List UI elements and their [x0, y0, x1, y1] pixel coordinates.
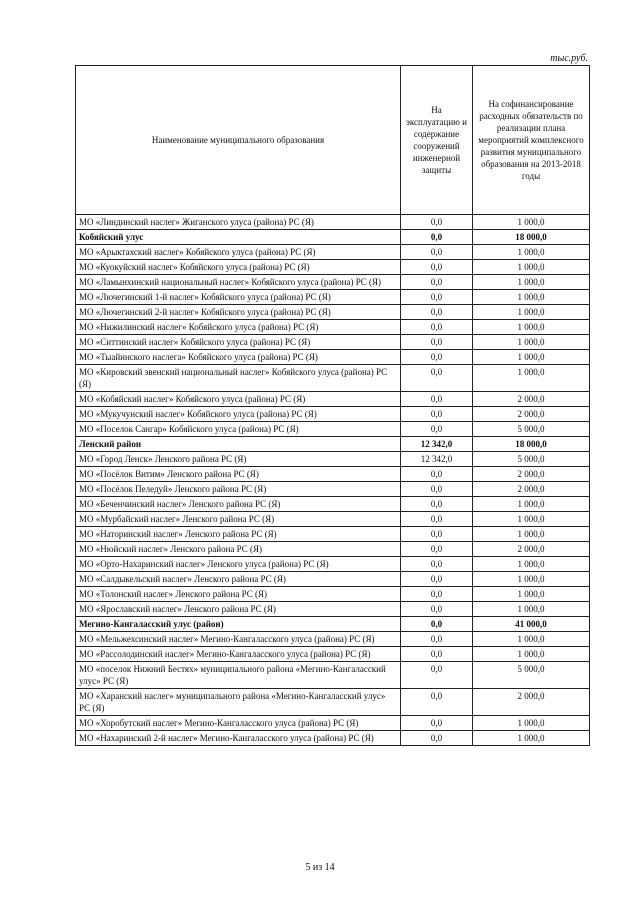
- table-body: [76, 215, 590, 746]
- table-row: [76, 512, 590, 527]
- table-row: [76, 275, 590, 290]
- row-name-cell: Мегино-Кангаласский улус (район): [76, 617, 401, 632]
- table-row: [76, 572, 590, 587]
- row-col1-cell: 0,0: [401, 245, 473, 260]
- table-group-row: [76, 230, 590, 245]
- row-col2-cell: 2 000,0: [473, 392, 590, 407]
- header-col1: На эксплуатацию и содержание сооружений инженерной защиты: [401, 66, 473, 215]
- row-name-cell: МО «Нюйский наслег» Ленского района РС (Я): [76, 542, 401, 557]
- row-col2-cell: 5 000,0: [473, 662, 590, 689]
- row-col1-cell: 0,0: [401, 689, 473, 716]
- row-name-cell: МО «Мукучунский наслег» Кобяйского улуса (района) РС (Я): [76, 407, 401, 422]
- row-name-cell: МО «Куокуйский наслег» Кобяйского улуса (района) РС (Я): [76, 260, 401, 275]
- row-col1-cell: 0,0: [401, 392, 473, 407]
- row-col1-cell: 0,0: [401, 617, 473, 632]
- row-name-cell: МО «Посёлок Пеледуй» Ленского района РС (Я): [76, 482, 401, 497]
- row-col2-cell: 2 000,0: [473, 467, 590, 482]
- row-col1-cell: 0,0: [401, 320, 473, 335]
- row-col1-cell: 0,0: [401, 407, 473, 422]
- row-col1-cell: 0,0: [401, 602, 473, 617]
- row-col2-cell: 1 000,0: [473, 275, 590, 290]
- row-col2-cell: 1 000,0: [473, 527, 590, 542]
- row-name-cell: МО «Ламынхинский национальный наслег» Кобяйского улуса (района) РС (Я): [76, 275, 401, 290]
- table-row: [76, 632, 590, 647]
- row-name-cell: МО «Кировский эвенский национальный наслег» Кобяйского улуса (района) РС (Я): [76, 365, 401, 392]
- row-name-cell: МО «Харанский наслег» муниципального района «Мегино-Кангаласский улус» РС (Я): [76, 689, 401, 716]
- row-col2-cell: 41 000,0: [473, 617, 590, 632]
- row-col1-cell: 0,0: [401, 587, 473, 602]
- row-col1-cell: 0,0: [401, 572, 473, 587]
- row-col2-cell: 1 000,0: [473, 215, 590, 230]
- row-name-cell: МО «Кобяйский наслег» Кобяйского улуса (района) РС (Я): [76, 392, 401, 407]
- header-col2: На софинансирование расходных обязательств по реализации плана мероприятий комплексного развития муниципального образования на 2013-2018 годы: [473, 66, 590, 215]
- row-col2-cell: 2 000,0: [473, 482, 590, 497]
- table-row: [76, 290, 590, 305]
- row-col2-cell: 1 000,0: [473, 731, 590, 746]
- table-row: [76, 689, 590, 716]
- row-name-cell: МО «Лючегинский 1-й наслег» Кобяйского улуса (района) РС (Я): [76, 290, 401, 305]
- row-col1-cell: 0,0: [401, 527, 473, 542]
- row-col1-cell: 0,0: [401, 335, 473, 350]
- row-name-cell: МО «Салдыкельский наслег» Ленского района РС (Я): [76, 572, 401, 587]
- row-col1-cell: 0,0: [401, 497, 473, 512]
- row-col2-cell: 1 000,0: [473, 587, 590, 602]
- row-col1-cell: 0,0: [401, 557, 473, 572]
- row-col2-cell: 1 000,0: [473, 290, 590, 305]
- row-name-cell: МО «Посёлок Витим» Ленского района РС (Я): [76, 467, 401, 482]
- table-row: [76, 731, 590, 746]
- row-col1-cell: 0,0: [401, 542, 473, 557]
- row-name-cell: МО «Хоробутский наслег» Мегино-Кангаласского улуса (района) РС (Я): [76, 716, 401, 731]
- row-name-cell: МО «Ситтинский наслег» Кобяйского улуса (района) РС (Я): [76, 335, 401, 350]
- unit-label: тыс.руб.: [550, 53, 588, 64]
- row-col2-cell: 1 000,0: [473, 350, 590, 365]
- row-name-cell: МО «Нахаринский 2-й наслег» Мегино-Кангаласского улуса (района) РС (Я): [76, 731, 401, 746]
- row-col2-cell: 1 000,0: [473, 245, 590, 260]
- table-group-row: [76, 617, 590, 632]
- row-name-cell: МО «Толонский наслег» Ленского района РС (Я): [76, 587, 401, 602]
- row-name-cell: МО «Нижилинский наслег» Кобяйского улуса (района) РС (Я): [76, 320, 401, 335]
- table-row: [76, 260, 590, 275]
- table-header-row: [76, 66, 590, 215]
- row-name-cell: МО «Ярославский наслег» Ленского района РС (Я): [76, 602, 401, 617]
- row-col1-cell: 0,0: [401, 662, 473, 689]
- row-name-cell: МО «Мурбайский наслег» Ленского района РС (Я): [76, 512, 401, 527]
- row-name-cell: МО «Поселок Сангар» Кобяйского улуса (района) РС (Я): [76, 422, 401, 437]
- table-row: [76, 662, 590, 689]
- row-col2-cell: 1 000,0: [473, 497, 590, 512]
- row-col1-cell: 0,0: [401, 365, 473, 392]
- budget-table: [75, 65, 590, 746]
- row-col2-cell: 1 000,0: [473, 602, 590, 617]
- table-row: [76, 452, 590, 467]
- row-col2-cell: 18 000,0: [473, 437, 590, 452]
- row-col2-cell: 5 000,0: [473, 452, 590, 467]
- row-col2-cell: 1 000,0: [473, 557, 590, 572]
- table-row: [76, 407, 590, 422]
- table-row: [76, 482, 590, 497]
- table-row: [76, 422, 590, 437]
- row-name-cell: Кобяйский улус: [76, 230, 401, 245]
- row-col1-cell: 0,0: [401, 716, 473, 731]
- row-col1-cell: 12 342,0: [401, 437, 473, 452]
- row-name-cell: МО «Арыктахский наслег» Кобяйского улуса (района) РС (Я): [76, 245, 401, 260]
- row-col1-cell: 0,0: [401, 467, 473, 482]
- row-col1-cell: 0,0: [401, 275, 473, 290]
- row-col1-cell: 0,0: [401, 632, 473, 647]
- table-row: [76, 587, 590, 602]
- row-col2-cell: 5 000,0: [473, 422, 590, 437]
- row-col1-cell: 0,0: [401, 290, 473, 305]
- row-col2-cell: 18 000,0: [473, 230, 590, 245]
- table-row: [76, 497, 590, 512]
- row-col1-cell: 12 342,0: [401, 452, 473, 467]
- row-name-cell: МО «Наторинский наслег» Ленского района РС (Я): [76, 527, 401, 542]
- row-col2-cell: 2 000,0: [473, 689, 590, 716]
- row-col2-cell: 1 000,0: [473, 365, 590, 392]
- row-col1-cell: 0,0: [401, 422, 473, 437]
- table-row: [76, 215, 590, 230]
- row-col2-cell: 1 000,0: [473, 320, 590, 335]
- row-name-cell: МО «Мельжехсинский наслег» Мегино-Кангаласского улуса (района) РС (Я): [76, 632, 401, 647]
- row-name-cell: МО «Тыайинского наслега» Кобяйского улуса (района) РС (Я): [76, 350, 401, 365]
- row-col2-cell: 1 000,0: [473, 647, 590, 662]
- row-name-cell: МО «Рассолодинский наслег» Мегино-Кангаласского улуса (района) РС (Я): [76, 647, 401, 662]
- header-name: Наименование муниципального образования: [76, 66, 401, 215]
- table-row: [76, 350, 590, 365]
- table-row: [76, 392, 590, 407]
- table-row: [76, 365, 590, 392]
- row-col1-cell: 0,0: [401, 512, 473, 527]
- row-col1-cell: 0,0: [401, 260, 473, 275]
- row-col2-cell: 1 000,0: [473, 632, 590, 647]
- row-name-cell: МО «Линдинский наслег» Жиганского улуса (района) РС (Я): [76, 215, 401, 230]
- table-row: [76, 305, 590, 320]
- table-row: [76, 245, 590, 260]
- row-col1-cell: 0,0: [401, 350, 473, 365]
- row-col2-cell: 2 000,0: [473, 407, 590, 422]
- table-group-row: [76, 437, 590, 452]
- row-name-cell: МО «поселок Нижний Бестях» муниципального района «Мегино-Кангаласский улус» РС (Я): [76, 662, 401, 689]
- row-col1-cell: 0,0: [401, 482, 473, 497]
- row-col2-cell: 1 000,0: [473, 305, 590, 320]
- row-name-cell: МО «Лючегинский 2-й наслег» Кобяйского улуса (района) РС (Я): [76, 305, 401, 320]
- table-row: [76, 320, 590, 335]
- row-name-cell: МО «Город Ленск» Ленского района РС (Я): [76, 452, 401, 467]
- row-col1-cell: 0,0: [401, 230, 473, 245]
- row-col1-cell: 0,0: [401, 305, 473, 320]
- row-col2-cell: 1 000,0: [473, 572, 590, 587]
- row-col2-cell: 1 000,0: [473, 335, 590, 350]
- table-row: [76, 716, 590, 731]
- row-col1-cell: 0,0: [401, 731, 473, 746]
- row-name-cell: МО «Орто-Нахаринский наслег» Ленского улуса (района) РС (Я): [76, 557, 401, 572]
- row-col2-cell: 2 000,0: [473, 542, 590, 557]
- row-col2-cell: 1 000,0: [473, 716, 590, 731]
- table-row: [76, 557, 590, 572]
- row-col1-cell: 0,0: [401, 647, 473, 662]
- table-row: [76, 602, 590, 617]
- table-row: [76, 647, 590, 662]
- table-row: [76, 467, 590, 482]
- table-row: [76, 527, 590, 542]
- row-col2-cell: 1 000,0: [473, 260, 590, 275]
- table-row: [76, 335, 590, 350]
- table-row: [76, 542, 590, 557]
- row-col1-cell: 0,0: [401, 215, 473, 230]
- page-number: 5 из 14: [305, 862, 335, 873]
- row-name-cell: Ленский район: [76, 437, 401, 452]
- row-name-cell: МО «Беченчинский наслег» Ленского района РС (Я): [76, 497, 401, 512]
- row-col2-cell: 1 000,0: [473, 512, 590, 527]
